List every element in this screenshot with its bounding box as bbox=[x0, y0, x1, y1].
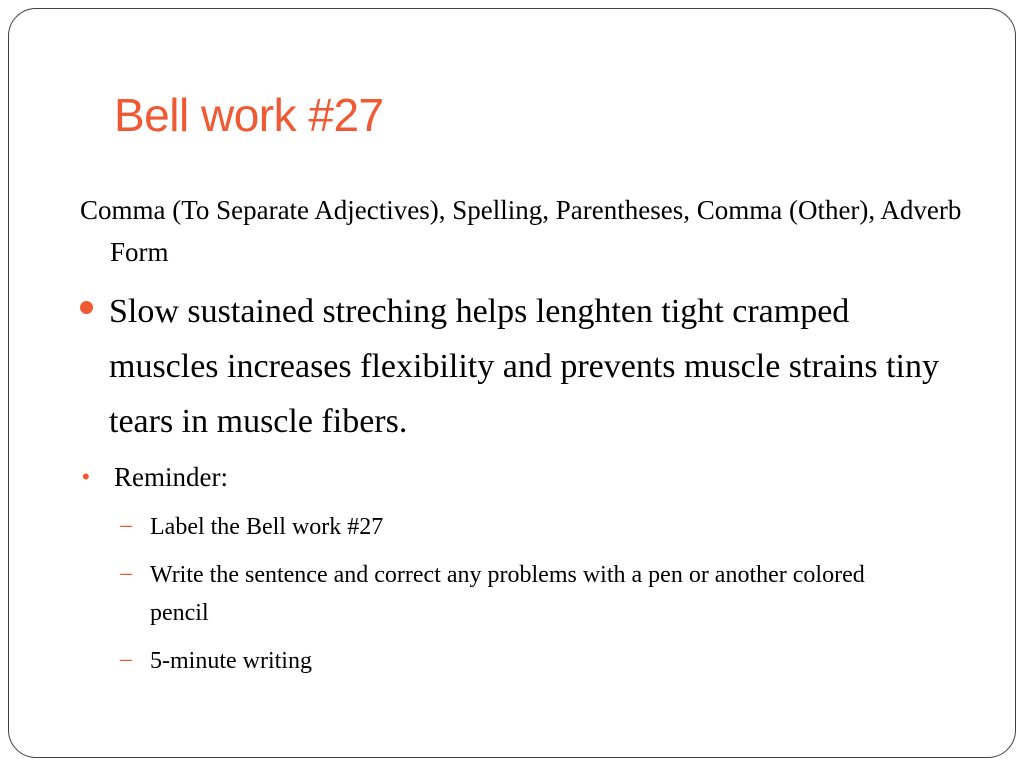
sentence-text: Slow sustained streching helps lenghten tight cramped muscles increases flexibility and prevents muscle strains tiny tears in muscle fibers. bbox=[109, 293, 939, 440]
reminder-sub-list bbox=[120, 508, 910, 690]
reminder-item-text: 5-minute writing bbox=[150, 648, 312, 674]
bullet-dot-icon bbox=[80, 301, 93, 314]
topics-text: Comma (To Separate Adjectives), Spelling, Parentheses, Comma (Other), Adverb Form bbox=[80, 195, 962, 267]
reminder-item-label bbox=[120, 508, 910, 546]
dash-icon: – bbox=[120, 512, 132, 538]
reminder-item-write bbox=[120, 556, 910, 632]
reminder-bullet-icon: • bbox=[82, 464, 90, 489]
dash-icon: – bbox=[120, 646, 132, 672]
reminder-item-text: Label the Bell work #27 bbox=[150, 514, 384, 540]
reminder-label: Reminder: bbox=[114, 462, 228, 492]
reminder-item-time bbox=[120, 642, 910, 680]
slide-title: Bell work #27 bbox=[114, 89, 384, 141]
reminder-item-text: Write the sentence and correct any problems with a pen or another colored pencil bbox=[150, 562, 865, 626]
dash-icon: – bbox=[120, 560, 132, 586]
